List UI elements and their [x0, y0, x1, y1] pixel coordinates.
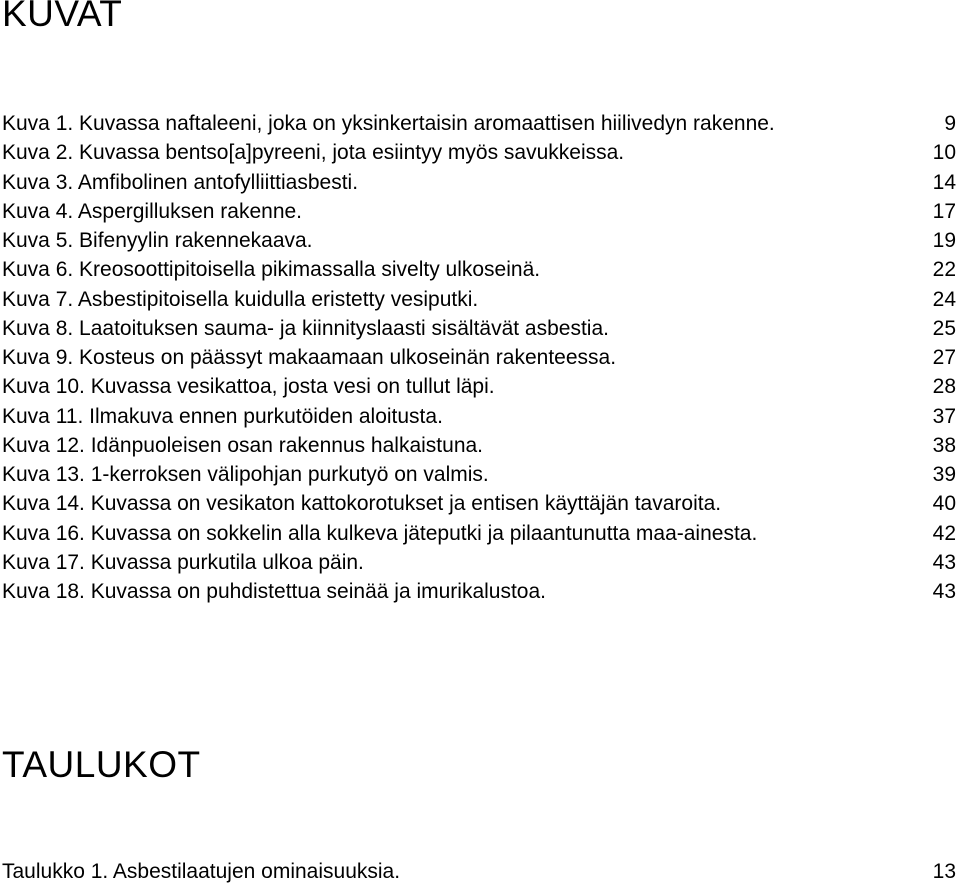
figure-entry: [2, 372, 956, 401]
figure-entry-page-number: 43: [932, 580, 956, 603]
figure-entry: [2, 431, 956, 460]
figure-entry: [2, 138, 956, 167]
figure-entry-label: Kuva 2. Kuvassa bentso[a]pyreeni, jota esiintyy myös savukkeissa.: [2, 141, 625, 165]
figure-entry: [2, 577, 956, 606]
figure-entry-page-number: 24: [932, 287, 956, 311]
figure-entry: [2, 519, 956, 548]
figure-entry-label: Kuva 3. Amfibolinen antofylliittiasbesti.: [2, 170, 359, 194]
table-list: [2, 857, 956, 886]
figure-entry-label: Kuva 13. 1-kerroksen välipohjan purkutyö on valmis.: [2, 463, 489, 486]
figure-entry-label: Kuva 1. Kuvassa naftaleeni, joka on yksinkertaisin aromaattisen hiilivedyn rakenne.: [2, 112, 775, 135]
figure-entry-label: Kuva 6. Kreosoottipitoisella pikimassalla sivelty ulkoseinä.: [2, 258, 541, 282]
figure-entry-page-number: 39: [932, 463, 956, 486]
figure-entry: [2, 255, 956, 284]
figure-entry-page-number: 19: [932, 229, 956, 252]
figure-list: [2, 109, 956, 606]
figure-entry-label: Kuva 4. Aspergilluksen rakenne.: [2, 199, 303, 223]
figure-entry: [2, 197, 956, 226]
figure-entry-page-number: 14: [932, 170, 956, 194]
figure-entry-label: Kuva 16. Kuvassa on sokkelin alla kulkeva jäteputki ja pilaantunutta maa-ainesta.: [2, 521, 758, 545]
tables-heading: TAULUKOT: [2, 744, 201, 785]
figure-entry-page-number: 10: [932, 141, 956, 165]
figure-entry-label: Kuva 10. Kuvassa vesikattoa, josta vesi on tullut läpi.: [2, 375, 495, 399]
figure-entry: [2, 460, 956, 489]
figure-entry-page-number: 22: [932, 258, 956, 282]
figure-entry-label: Kuva 12. Idänpuoleisen osan rakennus halkaistuna.: [2, 433, 484, 457]
figure-entry-label: Kuva 9. Kosteus on päässyt makaamaan ulkoseinän rakenteessa.: [2, 346, 617, 369]
figure-entry-page-number: 38: [932, 433, 956, 457]
figure-entry-page-number: 43: [932, 550, 956, 574]
figures-heading: KUVAT: [2, 0, 123, 34]
figure-entry-page-number: 28: [932, 375, 956, 399]
figure-entry-page-number: 27: [932, 346, 956, 369]
figure-entry-label: Kuva 14. Kuvassa on vesikaton kattokorotukset ja entisen käyttäjän tavaroita.: [2, 492, 722, 516]
figure-entry-label: Kuva 18. Kuvassa on puhdistettua seinää ja imurikalustoa.: [2, 580, 547, 603]
table-entry: [2, 857, 956, 886]
figure-entry: [2, 109, 956, 138]
figure-entry-label: Kuva 11. Ilmakuva ennen purkutöiden aloitusta.: [2, 404, 443, 428]
figure-entry: [2, 314, 956, 343]
figure-entry-label: Kuva 17. Kuvassa purkutila ulkoa päin.: [2, 550, 364, 574]
figure-entry: [2, 548, 956, 577]
figure-entry-page-number: 17: [932, 199, 956, 223]
figure-entry: [2, 285, 956, 314]
table-entry-label: Taulukko 1. Asbestilaatujen ominaisuuksia.: [2, 860, 401, 883]
figure-entry-page-number: 40: [932, 492, 956, 516]
figure-entry: [2, 489, 956, 518]
figure-entry-page-number: 9: [944, 112, 956, 135]
figure-entry: [2, 343, 956, 372]
figure-entry-page-number: 37: [932, 404, 956, 428]
figure-entry-page-number: 42: [932, 521, 956, 545]
figure-entry: [2, 402, 956, 431]
figure-entry-label: Kuva 8. Laatoituksen sauma- ja kiinnityslaasti sisältävät asbestia.: [2, 316, 609, 340]
figure-entry: [2, 226, 956, 255]
figure-entry-label: Kuva 7. Asbestipitoisella kuidulla eristetty vesiputki.: [2, 287, 479, 311]
figure-entry-label: Kuva 5. Bifenyylin rakennekaava.: [2, 229, 313, 252]
figure-entry-page-number: 25: [932, 316, 956, 340]
figure-entry: [2, 168, 956, 197]
table-entry-page-number: 13: [932, 860, 956, 883]
